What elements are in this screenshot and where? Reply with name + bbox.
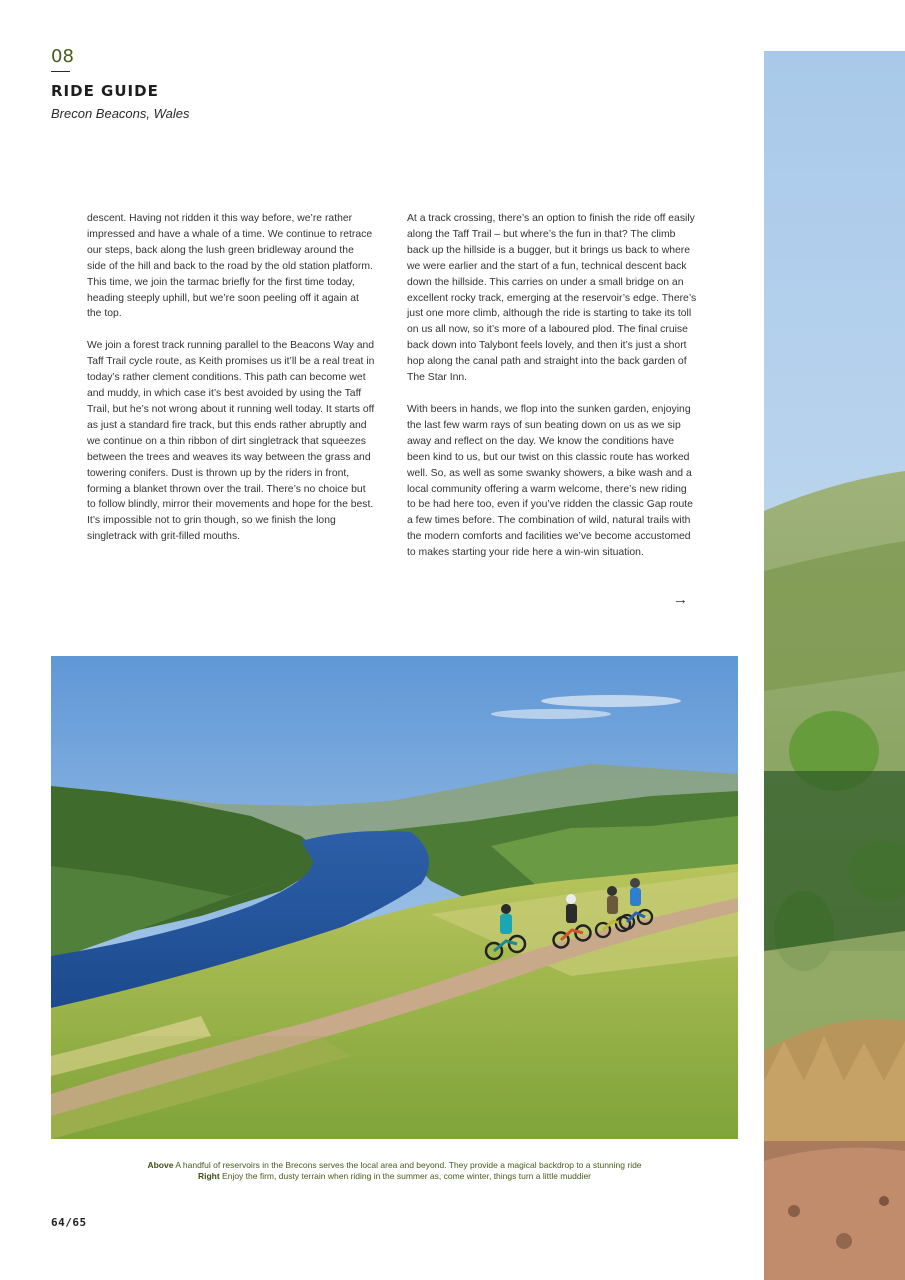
photo-caption bbox=[51, 1160, 738, 1182]
paragraph: At a track crossing, there’s an option to finish the ride off easily along the Taff Trail – but where’s the fun in that? The climb back up the hillside is a bugger, but it brings us back to where we were earlier and the start of a fun, technical descent back down the hillside. This carries on under a small bridge on an excellent rocky track, emerging at the reservoir’s edge. There’s just one more climb, although the ride is starting to take its toll on us all now, so it’s more of a laboured plod. The final cruise back down into Talybont feels lovely, and then it’s just a short hop along the canal path and straight into the back garden of The Star Inn. bbox=[407, 213, 697, 384]
article-column-right bbox=[407, 211, 697, 577]
trail-closeup-photo bbox=[764, 51, 905, 1280]
caption-label: Above bbox=[147, 1160, 174, 1170]
caption-text: A handful of reservoirs in the Brecons serves the local area and beyond. They provide a magical backdrop to a stunning ride bbox=[173, 1160, 642, 1170]
caption-text: Enjoy the firm, dusty terrain when riding in the summer as, come winter, things turn a little muddier bbox=[219, 1171, 592, 1181]
caption-label: Right bbox=[197, 1171, 220, 1181]
section-rule bbox=[51, 71, 70, 72]
paragraph: We join a forest track running parallel to the Beacons Way and Taff Trail cycle route, as Keith promises us it’ll be a real treat in today’s rather clement conditions. This path can become wet and muddy, in which case it’s best avoided by using the Taff Trail, but he’s not wrong about it running well today. It starts off as just a standard fire track, but this ends rather abruptly and we continue on a thin ribbon of dirt singletrack that squeezes between the trees and weaves its way between the grass and towering conifers. Dust is thrown up by the riders in front, forming a blanket thrown over the trail. There’s no choice but to follow blindly, mirror their movements and hope for the best. It’s impossible not to grin though, so we finish the long singletrack with grit-filled mouths. bbox=[87, 340, 375, 543]
paragraph: With beers in hands, we flop into the sunken garden, enjoying the last few warm rays of sun beating down on us as we sip away and reflect on the day. We know the conditions have been kind to us, but our twist on this classic route has worked well. So, as well as some swanky showers, a bike wash and a local community offering a warm welcome, there’s new riding to be had here too, even if you’ve ridden the classic Gap route a few times before. The combination of wild, natural trails with the modern comforts and facilities we’ve become accustomed to makes starting your ride here a win-win situation. bbox=[407, 403, 693, 559]
caption-line-right bbox=[51, 1171, 738, 1182]
page-number: 64/65 bbox=[51, 1216, 87, 1229]
caption-line-above bbox=[51, 1160, 738, 1171]
continue-arrow-icon: → bbox=[673, 591, 688, 608]
section-title: RIDE GUIDE bbox=[51, 82, 159, 100]
article-column-left bbox=[87, 211, 375, 561]
section-number: 08 bbox=[51, 46, 74, 67]
reservoir-landscape-photo bbox=[51, 656, 738, 1139]
section-subtitle: Brecon Beacons, Wales bbox=[51, 106, 190, 121]
paragraph: descent. Having not ridden it this way before, we’re rather impressed and have a whale of a time. We continue to retrace our steps, back along the lush green bridleway around the side of the hill and back to the road by the old station platform. This time, we join the tarmac briefly for the first time today, heading steeply uphill, but we’re soon peeling off it again at the top. bbox=[87, 213, 373, 320]
